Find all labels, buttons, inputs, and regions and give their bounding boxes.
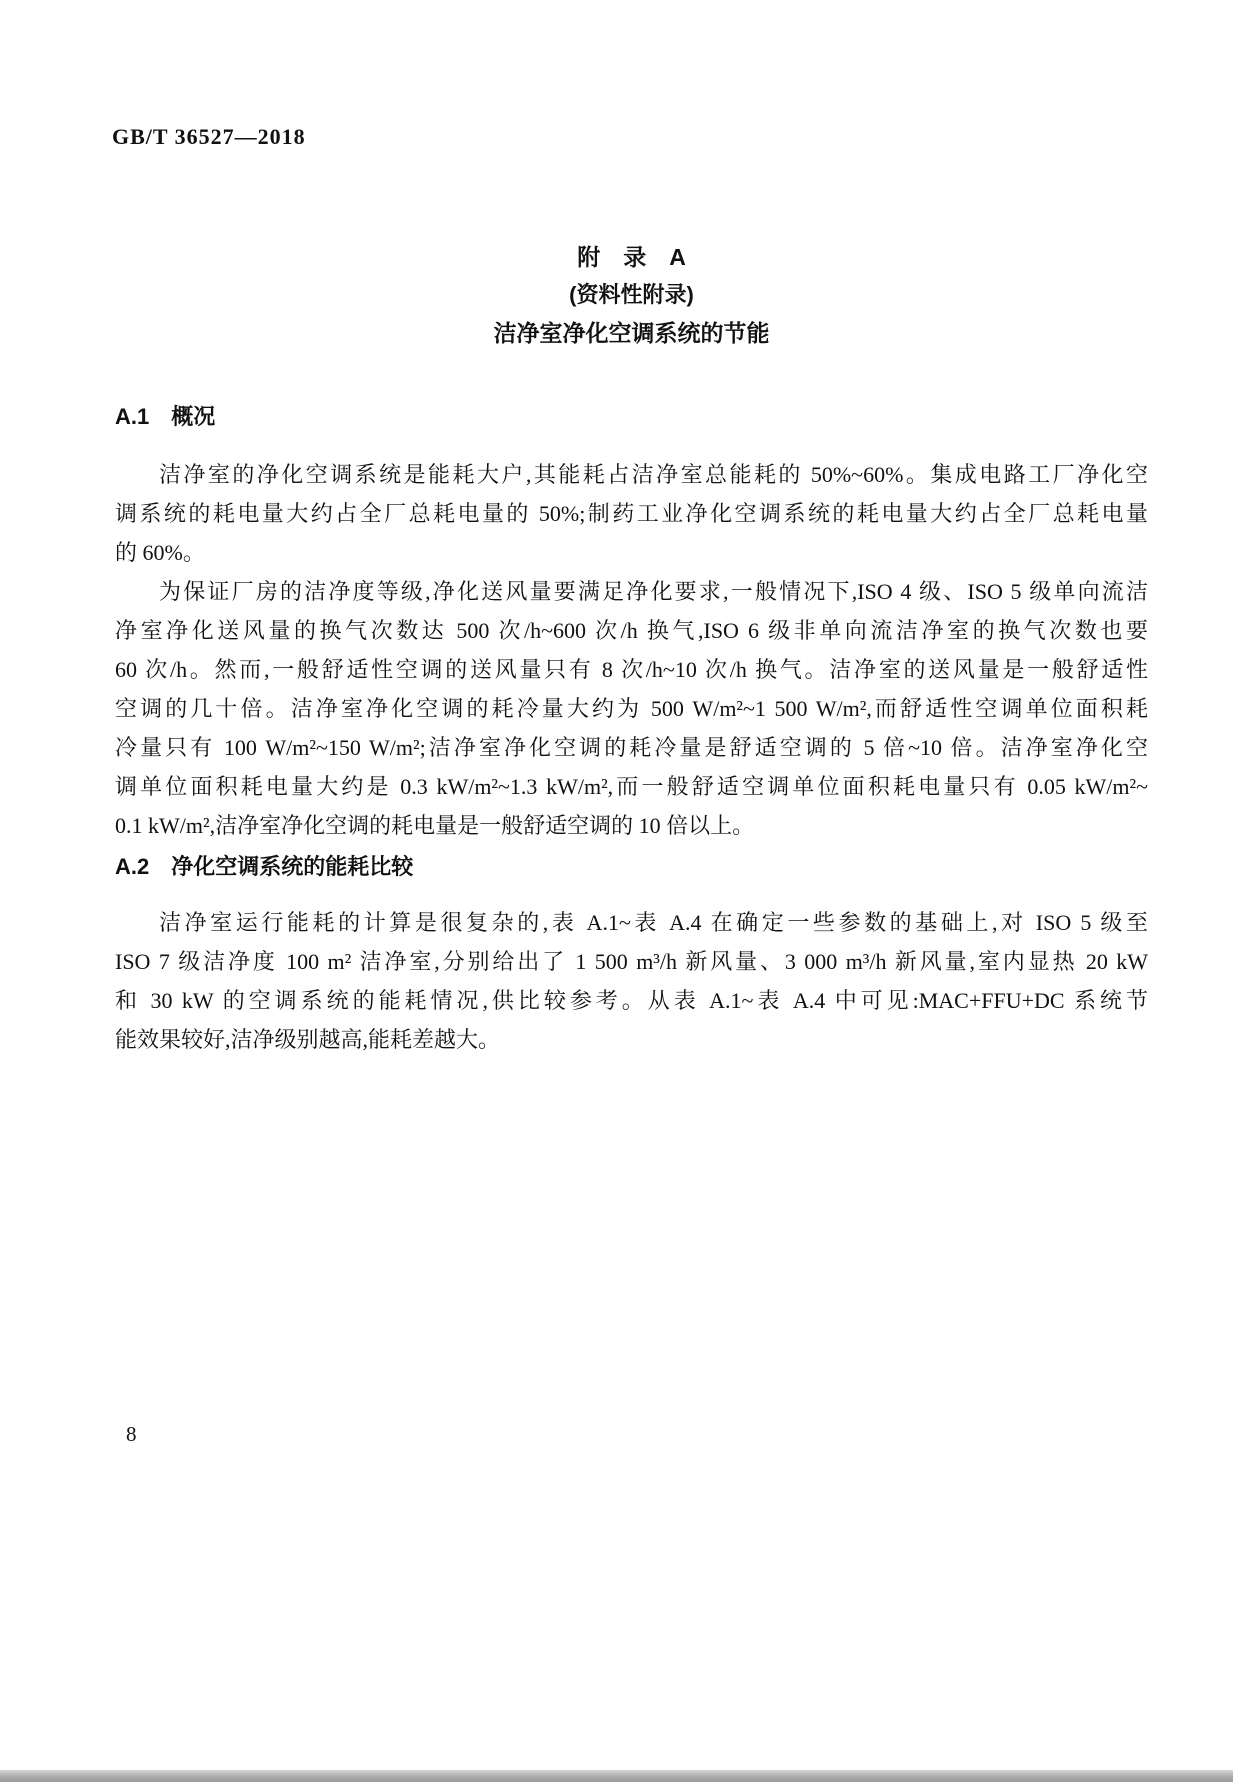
appendix-title: 附 录 A — [577, 244, 686, 270]
text-line: 冷量只有 100 W/m²~150 W/m²;洁净室净化空调的耗冷量是舒适空调的 5 倍~10 倍。洁净室净化空 — [115, 735, 1148, 760]
appendix-subtitle: (资料性附录) — [569, 282, 694, 307]
paragraph — [115, 455, 1148, 572]
section-a1-heading: A.1 概况 — [115, 404, 216, 429]
appendix-subject: 洁净室净化空调系统的节能 — [493, 320, 770, 346]
text-line: 的 60%。 — [115, 540, 205, 565]
standard-number: GB/T 36527—2018 — [112, 124, 306, 149]
appendix-title-block — [115, 238, 1148, 352]
section-a2-body — [115, 903, 1148, 1059]
text-line: 净室净化送风量的换气次数达 500 次/h~600 次/h 换气,ISO 6 级非单向流洁净室的换气次数也要 — [115, 618, 1148, 643]
text-line: ISO 7 级洁净度 100 m² 洁净室,分别给出了 1 500 m³/h 新风量、3 000 m³/h 新风量,室内显热 20 kW — [115, 949, 1148, 974]
text-line: 0.1 kW/m²,洁净室净化空调的耗电量是一般舒适空调的 10 倍以上。 — [115, 813, 755, 838]
page-number: 8 — [126, 1422, 137, 1446]
text-line: 为保证厂房的洁净度等级,净化送风量要满足净化要求,一般情况下,ISO 4 级、ISO 5 级单向流洁 — [159, 579, 1148, 604]
paragraph — [115, 572, 1148, 845]
text-line: 调系统的耗电量大约占全厂总耗电量的 50%;制药工业净化空调系统的耗电量大约占全厂总耗电量 — [115, 501, 1148, 526]
scan-edge-shadow — [0, 1770, 1233, 1782]
text-line: 调单位面积耗电量大约是 0.3 kW/m²~1.3 kW/m²,而一般舒适空调单位面积耗电量只有 0.05 kW/m²~ — [115, 774, 1148, 799]
text-line: 空调的几十倍。洁净室净化空调的耗冷量大约为 500 W/m²~1 500 W/m²,而舒适性空调单位面积耗 — [115, 696, 1148, 721]
section-a1-body — [115, 455, 1148, 845]
section-a2-heading: A.2 净化空调系统的能耗比较 — [115, 854, 414, 879]
paragraph — [115, 903, 1148, 1059]
text-line: 洁净室运行能耗的计算是很复杂的,表 A.1~表 A.4 在确定一些参数的基础上,对 ISO 5 级至 — [159, 910, 1148, 935]
text-line: 能效果较好,洁净级别越高,能耗差越大。 — [115, 1027, 501, 1052]
text-line: 和 30 kW 的空调系统的能耗情况,供比较参考。从表 A.1~表 A.4 中可见:MAC+FFU+DC 系统节 — [115, 988, 1148, 1013]
text-line: 60 次/h。然而,一般舒适性空调的送风量只有 8 次/h~10 次/h 换气。洁净室的送风量是一般舒适性 — [115, 657, 1148, 682]
text-line: 洁净室的净化空调系统是能耗大户,其能耗占洁净室总能耗的 50%~60%。集成电路工厂净化空 — [159, 462, 1148, 487]
